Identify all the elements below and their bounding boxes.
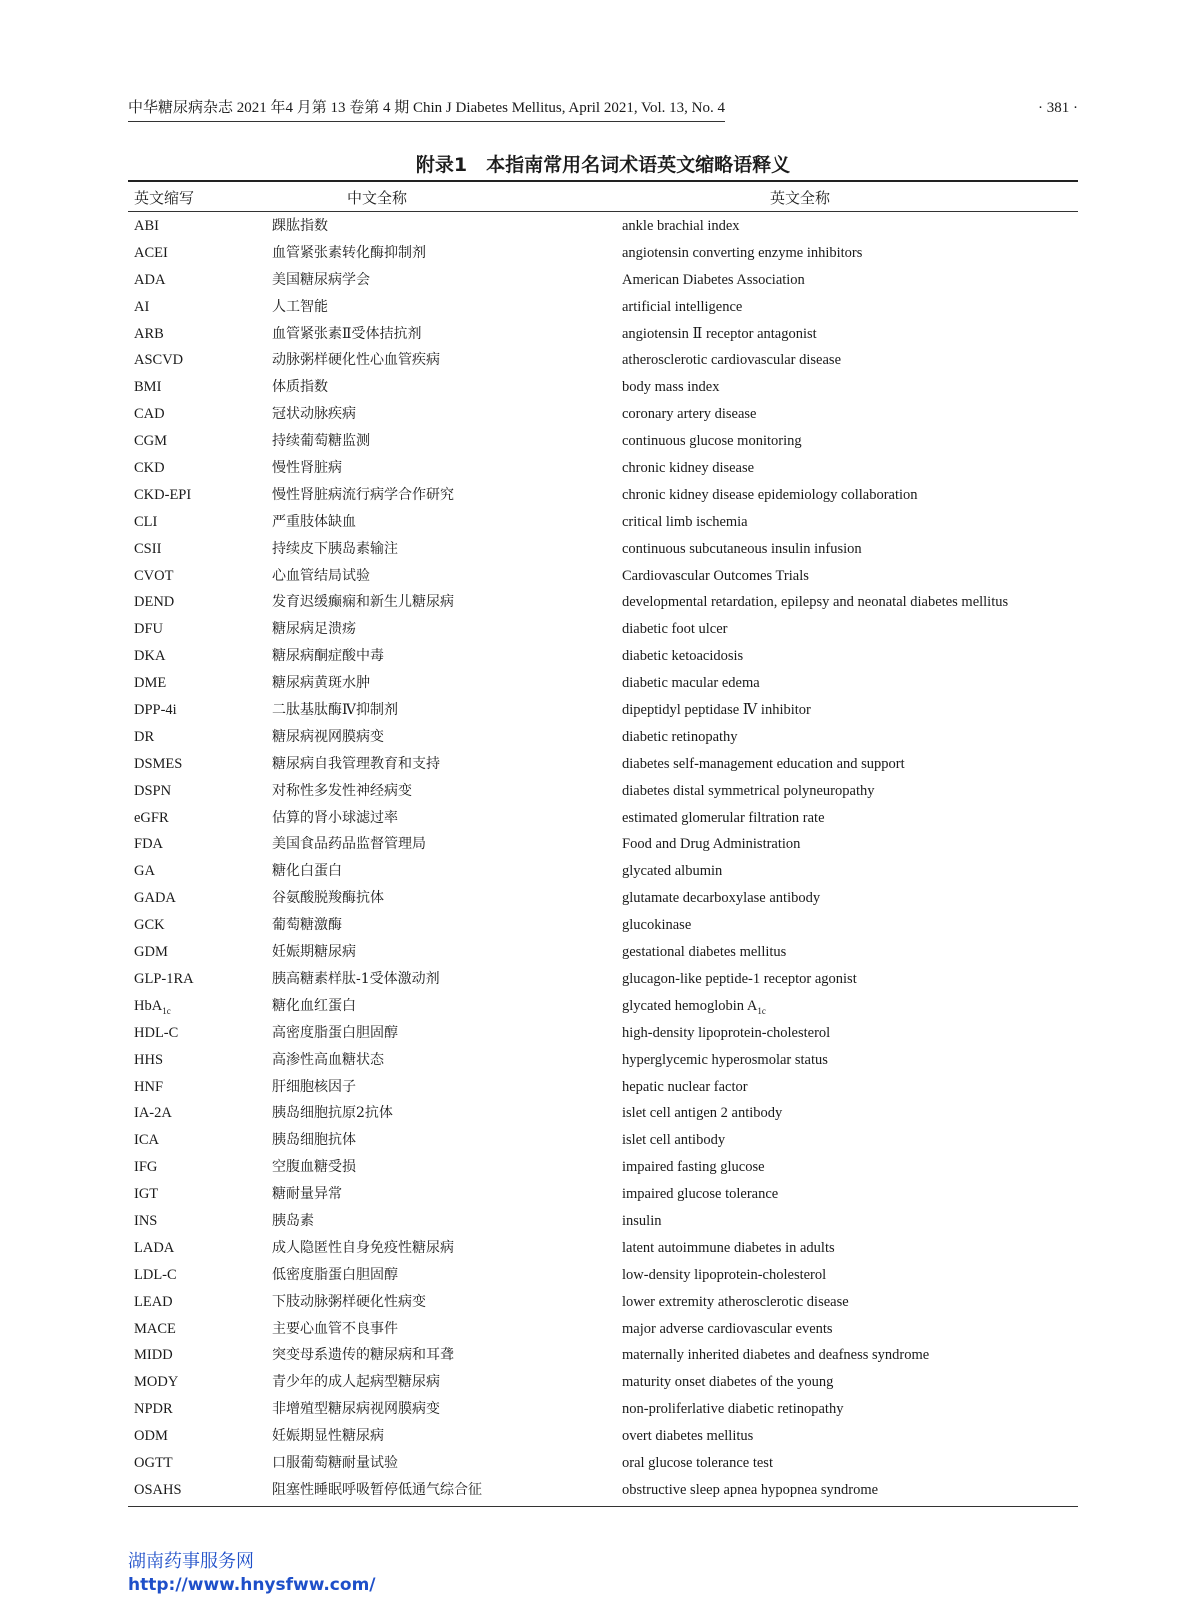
cell-chinese-name: 低密度脂蛋白胆固醇 <box>272 1266 398 1283</box>
cell-chinese-name: 下肢动脉粥样硬化性病变 <box>272 1293 426 1310</box>
table-row <box>128 1154 1078 1181</box>
table-row <box>128 831 1078 858</box>
cell-english-name: non-proliferlative diabetic retinopathy <box>622 1401 844 1418</box>
cell-abbreviation: HHS <box>134 1051 164 1068</box>
cell-chinese-name: 持续皮下胰岛素输注 <box>272 540 398 557</box>
table-row <box>128 428 1078 455</box>
cell-english-name: oral glucose tolerance test <box>622 1454 773 1471</box>
cell-english-name: glycated albumin <box>622 863 723 880</box>
cell-english-name: chronic kidney disease <box>622 460 755 477</box>
table-row <box>128 643 1078 670</box>
running-header <box>128 96 1078 120</box>
cell-english-name: islet cell antigen 2 antibody <box>622 1105 783 1122</box>
table-row <box>128 1235 1078 1262</box>
table-row <box>128 778 1078 805</box>
table-row <box>128 401 1078 428</box>
table-row <box>128 724 1078 751</box>
cell-abbreviation: MODY <box>134 1374 179 1391</box>
cell-english-name: Food and Drug Administration <box>622 836 801 853</box>
cell-abbreviation: DSPN <box>134 782 172 799</box>
table-row <box>128 1047 1078 1074</box>
cell-english-name: estimated glomerular filtration rate <box>622 809 825 826</box>
table-row <box>128 1396 1078 1423</box>
cell-english-name: continuous subcutaneous insulin infusion <box>622 540 862 557</box>
cell-chinese-name: 对称性多发性神经病变 <box>272 782 412 799</box>
cell-english-name: glucagon-like peptide-1 receptor agonist <box>622 970 857 987</box>
cell-english-name: Cardiovascular Outcomes Trials <box>622 567 809 584</box>
cell-english-name: glutamate decarboxylase antibody <box>622 890 821 907</box>
table-top-rule <box>128 180 1078 182</box>
cell-english-name: obstructive sleep apnea hypopnea syndrome <box>622 1481 879 1498</box>
cell-abbreviation: GA <box>134 863 155 880</box>
cell-chinese-name: 估算的肾小球滤过率 <box>272 809 398 826</box>
table-row <box>128 1423 1078 1450</box>
cell-chinese-name: 非增殖型糖尿病视网膜病变 <box>272 1401 440 1418</box>
table-row <box>128 321 1078 348</box>
cell-english-name: glucokinase <box>622 917 692 934</box>
table-row <box>128 805 1078 832</box>
cell-abbreviation: CKD-EPI <box>134 486 192 503</box>
cell-chinese-name: 美国食品药品监督管理局 <box>272 836 426 853</box>
cell-chinese-name: 胰岛细胞抗原2抗体 <box>272 1105 393 1122</box>
cell-abbreviation: DR <box>134 728 155 745</box>
cell-abbreviation: CLI <box>134 513 158 530</box>
cell-chinese-name: 踝肱指数 <box>272 218 328 234</box>
table-row <box>128 455 1078 482</box>
cell-chinese-name: 阻塞性睡眠呼吸暂停低通气综合征 <box>272 1481 482 1498</box>
footer-site-name: 湖南药事服务网 <box>128 1551 254 1572</box>
cell-chinese-name: 美国糖尿病学会 <box>272 271 370 288</box>
table-row <box>128 1020 1078 1047</box>
cell-abbreviation: ODM <box>134 1428 168 1445</box>
cell-abbreviation: GDM <box>134 944 168 961</box>
cell-chinese-name: 持续葡萄糖监测 <box>272 433 370 450</box>
table-row <box>128 670 1078 697</box>
cell-chinese-name: 胰岛细胞抗体 <box>272 1132 356 1149</box>
table-row <box>128 1316 1078 1343</box>
table-row <box>128 993 1078 1020</box>
table-row <box>128 267 1078 294</box>
cell-abbreviation-base: HbA <box>134 997 163 1014</box>
cell-english-name: maturity onset diabetes of the young <box>622 1374 834 1391</box>
cell-abbreviation: INS <box>134 1212 158 1229</box>
cell-abbreviation: OSAHS <box>134 1481 182 1498</box>
table-row <box>128 240 1078 267</box>
cell-english-name: high-density lipoprotein-cholesterol <box>622 1024 831 1041</box>
table-row <box>128 1262 1078 1289</box>
cell-english-name: continuous glucose monitoring <box>622 433 802 450</box>
cell-chinese-name: 慢性肾脏病 <box>272 460 342 477</box>
cell-english-name: latent autoimmune diabetes in adults <box>622 1239 835 1256</box>
cell-abbreviation: ACEI <box>134 244 168 261</box>
cell-english-name: hyperglycemic hyperosmolar status <box>622 1051 828 1068</box>
cell-chinese-name: 糖尿病酮症酸中毒 <box>272 648 384 665</box>
cell-english-name: insulin <box>622 1212 662 1229</box>
page-number: · 381 · <box>1038 100 1078 116</box>
cell-abbreviation: GCK <box>134 917 165 934</box>
cell-english-name: low-density lipoprotein-cholesterol <box>622 1266 827 1283</box>
cell-chinese-name: 发育迟缓癫痫和新生儿糖尿病 <box>272 594 454 611</box>
cell-english-subscript: 1c <box>757 1005 766 1016</box>
cell-chinese-name: 糖尿病视网膜病变 <box>272 728 384 745</box>
cell-abbreviation: FDA <box>134 836 164 853</box>
cell-abbreviation: CAD <box>134 406 165 423</box>
cell-chinese-name: 糖尿病自我管理教育和支持 <box>272 755 440 772</box>
cell-chinese-name: 高渗性高血糖状态 <box>272 1051 384 1068</box>
cell-english-name: chronic kidney disease epidemiology collaboration <box>622 486 918 503</box>
cell-chinese-name: 突变母系遗传的糖尿病和耳聋 <box>272 1347 454 1364</box>
cell-chinese-name: 糖尿病黄斑水肿 <box>272 675 370 692</box>
cell-chinese-name: 谷氨酸脱羧酶抗体 <box>272 890 384 907</box>
cell-english-name: impaired glucose tolerance <box>622 1186 779 1203</box>
table-row <box>128 912 1078 939</box>
cell-chinese-name: 体质指数 <box>272 379 328 396</box>
cell-english-name: impaired fasting glucose <box>622 1159 765 1176</box>
table-row <box>128 1289 1078 1316</box>
cell-chinese-name: 血管紧张素Ⅱ受体拮抗剂 <box>272 325 422 342</box>
cell-abbreviation: DEND <box>134 594 175 611</box>
cell-abbreviation: ICA <box>134 1132 159 1149</box>
cell-english-name: body mass index <box>622 379 720 396</box>
cell-english-name: American Diabetes Association <box>622 271 805 288</box>
cell-english-name: critical limb ischemia <box>622 513 748 530</box>
table-row <box>128 1477 1078 1504</box>
cell-english-name: overt diabetes mellitus <box>622 1428 754 1445</box>
cell-english-name: diabetes self-management education and support <box>622 755 905 772</box>
cell-english-base: glycated hemoglobin A <box>622 997 758 1014</box>
table-row <box>128 697 1078 724</box>
footer-watermark <box>128 1550 376 1596</box>
column-header-abbr: 英文缩写 <box>134 191 195 207</box>
cell-english-name: angiotensin converting enzyme inhibitors <box>622 244 863 261</box>
cell-english-name: gestational diabetes mellitus <box>622 944 787 961</box>
cell-chinese-name: 冠状动脉疾病 <box>272 406 356 423</box>
cell-abbreviation: DPP-4i <box>134 702 177 719</box>
cell-abbreviation: CGM <box>134 433 168 450</box>
cell-abbreviation: CKD <box>134 460 165 477</box>
cell-english-name: maternally inherited diabetes and deafness syndrome <box>622 1347 930 1364</box>
table-row <box>128 939 1078 966</box>
cell-chinese-name: 青少年的成人起病型糖尿病 <box>272 1374 440 1391</box>
cell-abbreviation: LADA <box>134 1239 175 1256</box>
table-row <box>128 589 1078 616</box>
table-row <box>128 1369 1078 1396</box>
cell-english-name: developmental retardation, epilepsy and neonatal diabetes mellitus <box>622 594 1009 611</box>
cell-abbreviation: MACE <box>134 1320 176 1337</box>
cell-abbreviation: IA-2A <box>134 1105 172 1122</box>
cell-abbreviation: DSMES <box>134 755 183 772</box>
cell-abbreviation: HDL-C <box>134 1024 179 1041</box>
table-row <box>128 536 1078 563</box>
cell-abbreviation: MIDD <box>134 1347 173 1364</box>
cell-chinese-name: 慢性肾脏病流行病学合作研究 <box>272 486 454 503</box>
cell-abbreviation: DFU <box>134 621 164 638</box>
cell-abbreviation: GADA <box>134 890 176 907</box>
cell-chinese-name: 成人隐匿性自身免疫性糖尿病 <box>272 1239 454 1256</box>
cell-english-name: diabetic ketoacidosis <box>622 648 744 665</box>
table-row <box>128 616 1078 643</box>
table-row <box>128 1450 1078 1477</box>
cell-chinese-name: 糖化白蛋白 <box>272 863 342 880</box>
cell-english-name: dipeptidyl peptidase Ⅳ inhibitor <box>622 702 811 719</box>
cell-abbreviation: CSII <box>134 540 162 557</box>
cell-abbreviation: AI <box>134 298 150 315</box>
cell-abbreviation: ADA <box>134 271 166 288</box>
table-row <box>128 347 1078 374</box>
table-row <box>128 482 1078 509</box>
cell-abbreviation: NPDR <box>134 1401 173 1418</box>
table-row <box>128 1208 1078 1235</box>
column-header-en: 英文全称 <box>770 191 831 207</box>
journal-citation: 中华糖尿病杂志 2021 年4 月第 13 卷第 4 期 Chin J Diabetes Mellitus, April 2021, Vol. 13, No. 4 <box>128 96 725 122</box>
cell-chinese-name: 严重肢体缺血 <box>272 513 356 530</box>
cell-chinese-name: 心血管结局试验 <box>272 567 370 584</box>
table-row <box>128 1181 1078 1208</box>
cell-abbreviation: ASCVD <box>134 352 184 369</box>
cell-abbreviation: GLP-1RA <box>134 970 194 987</box>
table-row <box>128 885 1078 912</box>
cell-english-name: diabetic macular edema <box>622 675 760 692</box>
table-row <box>128 1342 1078 1369</box>
cell-english-name: artificial intelligence <box>622 298 743 315</box>
cell-abbreviation: OGTT <box>134 1454 173 1471</box>
table-row <box>128 858 1078 885</box>
cell-abbreviation: IFG <box>134 1159 158 1176</box>
table-bottom-rule <box>128 1506 1078 1507</box>
cell-chinese-name: 妊娠期糖尿病 <box>272 944 356 961</box>
cell-english-name: angiotensin Ⅱ receptor antagonist <box>622 325 817 342</box>
cell-english-name: atherosclerotic cardiovascular disease <box>622 352 842 369</box>
cell-chinese-name: 胰高糖素样肽-1受体激动剂 <box>272 970 440 987</box>
table-row <box>128 751 1078 778</box>
cell-english-name: hepatic nuclear factor <box>622 1078 748 1095</box>
table-row <box>128 294 1078 321</box>
cell-abbreviation: HNF <box>134 1078 164 1095</box>
table-row <box>128 1074 1078 1101</box>
cell-chinese-name: 妊娠期显性糖尿病 <box>272 1428 384 1445</box>
cell-english-name: diabetes distal symmetrical polyneuropathy <box>622 782 875 799</box>
cell-chinese-name: 口服葡萄糖耐量试验 <box>272 1454 398 1471</box>
table-row <box>128 1100 1078 1127</box>
table-row <box>128 563 1078 590</box>
cell-chinese-name: 血管紧张素转化酶抑制剂 <box>272 244 426 261</box>
cell-chinese-name: 人工智能 <box>272 298 328 315</box>
cell-abbreviation: DKA <box>134 648 166 665</box>
cell-chinese-name: 空腹血糖受损 <box>272 1159 356 1176</box>
cell-chinese-name: 糖耐量异常 <box>272 1186 342 1203</box>
abbreviation-table-body <box>128 213 1078 1504</box>
cell-abbreviation: CVOT <box>134 567 174 584</box>
cell-chinese-name: 动脉粥样硬化性心血管疾病 <box>272 352 440 369</box>
table-title: 附录1 本指南常用名词术语英文缩略语释义 <box>415 154 791 176</box>
table-row <box>128 213 1078 240</box>
cell-abbreviation: LEAD <box>134 1293 173 1310</box>
cell-chinese-name: 糖化血红蛋白 <box>272 997 356 1014</box>
table-header-rule <box>128 211 1078 212</box>
cell-english-name: major adverse cardiovascular events <box>622 1320 833 1337</box>
cell-chinese-name: 葡萄糖激酶 <box>272 917 342 934</box>
cell-abbreviation: BMI <box>134 379 162 396</box>
cell-english-name: lower extremity atherosclerotic disease <box>622 1293 849 1310</box>
column-header-zh: 中文全称 <box>347 191 408 207</box>
cell-chinese-name: 糖尿病足溃疡 <box>272 621 356 638</box>
cell-abbreviation: LDL-C <box>134 1266 177 1283</box>
table-row <box>128 509 1078 536</box>
cell-abbreviation: ARB <box>134 325 164 342</box>
cell-english-name: diabetic retinopathy <box>622 728 738 745</box>
table-row <box>128 374 1078 401</box>
table-row <box>128 966 1078 993</box>
cell-chinese-name: 肝细胞核因子 <box>272 1078 356 1095</box>
cell-abbreviation: eGFR <box>134 809 169 826</box>
cell-chinese-name: 高密度脂蛋白胆固醇 <box>272 1024 398 1041</box>
table-row <box>128 1127 1078 1154</box>
cell-english-name: islet cell antibody <box>622 1132 726 1149</box>
cell-english-name: ankle brachial index <box>622 218 740 234</box>
footer-url[interactable]: http://www.hnysfww.com/ <box>128 1575 376 1595</box>
cell-chinese-name: 胰岛素 <box>272 1212 314 1229</box>
cell-chinese-name: 二肽基肽酶Ⅳ抑制剂 <box>272 702 398 719</box>
cell-chinese-name: 主要心血管不良事件 <box>272 1320 398 1337</box>
cell-abbreviation: DME <box>134 675 167 692</box>
cell-english-name: diabetic foot ulcer <box>622 621 728 638</box>
cell-abbreviation-subscript: 1c <box>162 1005 171 1016</box>
cell-abbreviation: ABI <box>134 218 159 234</box>
cell-abbreviation: IGT <box>134 1186 159 1203</box>
cell-english-name: coronary artery disease <box>622 406 757 423</box>
